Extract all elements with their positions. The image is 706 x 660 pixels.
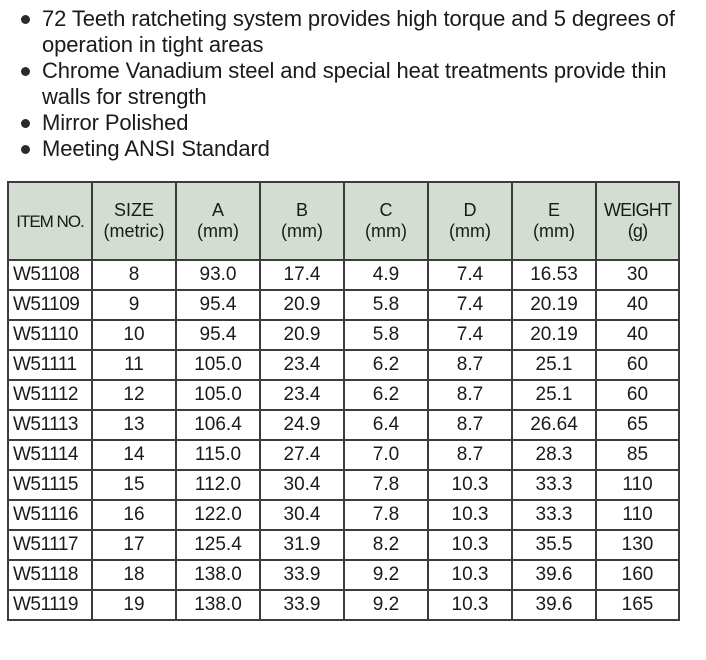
cell-c: 7.8 [344, 470, 428, 500]
cell-size: 10 [92, 320, 176, 350]
header-label: C [379, 200, 393, 220]
header-a [176, 182, 260, 260]
cell-d: 10.3 [428, 560, 512, 590]
cell-item-no: W51111 [8, 350, 92, 380]
table-row [8, 380, 679, 410]
cell-a: 105.0 [176, 380, 260, 410]
cell-a: 106.4 [176, 410, 260, 440]
cell-e: 25.1 [512, 380, 596, 410]
table-row [8, 350, 679, 380]
feature-item [8, 110, 704, 136]
cell-b: 30.4 [260, 470, 344, 500]
cell-item-no: W51114 [8, 440, 92, 470]
cell-weight: 165 [596, 590, 679, 620]
bullet-icon [8, 58, 42, 76]
cell-item-no: W51117 [8, 530, 92, 560]
cell-b: 24.9 [260, 410, 344, 440]
cell-a: 95.4 [176, 290, 260, 320]
cell-weight: 40 [596, 290, 679, 320]
header-size [92, 182, 176, 260]
cell-a: 122.0 [176, 500, 260, 530]
header-label: ITEM NO. [16, 211, 84, 231]
cell-size: 18 [92, 560, 176, 590]
cell-item-no: W51110 [8, 320, 92, 350]
header-label: B [295, 200, 308, 220]
table-header-row [8, 182, 679, 260]
cell-e: 39.6 [512, 590, 596, 620]
cell-e: 33.3 [512, 470, 596, 500]
header-unit: (g) [627, 221, 648, 241]
feature-text: 72 Teeth ratcheting system provides high torque and 5 degrees of operation in tight areas [42, 6, 675, 57]
cell-e: 20.19 [512, 320, 596, 350]
cell-b: 23.4 [260, 350, 344, 380]
cell-e: 25.1 [512, 350, 596, 380]
cell-item-no: W51112 [8, 380, 92, 410]
cell-a: 93.0 [176, 260, 260, 290]
table-row [8, 530, 679, 560]
header-b [260, 182, 344, 260]
cell-size: 16 [92, 500, 176, 530]
cell-d: 8.7 [428, 350, 512, 380]
cell-c: 5.8 [344, 320, 428, 350]
table-row [8, 410, 679, 440]
header-weight [596, 182, 679, 260]
cell-b: 27.4 [260, 440, 344, 470]
cell-weight: 60 [596, 350, 679, 380]
cell-b: 17.4 [260, 260, 344, 290]
cell-size: 12 [92, 380, 176, 410]
bullet-icon [8, 110, 42, 128]
spec-table [7, 181, 680, 621]
cell-weight: 30 [596, 260, 679, 290]
header-unit: (mm) [281, 221, 323, 241]
cell-c: 7.0 [344, 440, 428, 470]
cell-d: 7.4 [428, 260, 512, 290]
cell-d: 7.4 [428, 320, 512, 350]
cell-b: 31.9 [260, 530, 344, 560]
cell-e: 39.6 [512, 560, 596, 590]
cell-a: 115.0 [176, 440, 260, 470]
cell-c: 8.2 [344, 530, 428, 560]
header-e [512, 182, 596, 260]
table-row [8, 470, 679, 500]
header-unit: (mm) [197, 221, 239, 241]
table-row [8, 500, 679, 530]
header-label: A [211, 200, 224, 220]
cell-d: 8.7 [428, 410, 512, 440]
cell-size: 8 [92, 260, 176, 290]
cell-a: 112.0 [176, 470, 260, 500]
cell-b: 33.9 [260, 590, 344, 620]
cell-c: 9.2 [344, 590, 428, 620]
feature-item [8, 6, 704, 58]
cell-a: 95.4 [176, 320, 260, 350]
cell-c: 4.9 [344, 260, 428, 290]
cell-d: 10.3 [428, 590, 512, 620]
table-row [8, 290, 679, 320]
header-item-no [8, 182, 92, 260]
feature-text: Meeting ANSI Standard [42, 136, 270, 161]
cell-size: 15 [92, 470, 176, 500]
cell-size: 19 [92, 590, 176, 620]
cell-a: 105.0 [176, 350, 260, 380]
table-row [8, 260, 679, 290]
cell-size: 13 [92, 410, 176, 440]
cell-e: 28.3 [512, 440, 596, 470]
header-c [344, 182, 428, 260]
header-d [428, 182, 512, 260]
cell-e: 35.5 [512, 530, 596, 560]
feature-list [8, 6, 704, 162]
cell-item-no: W51109 [8, 290, 92, 320]
cell-item-no: W51113 [8, 410, 92, 440]
header-label: SIZE [113, 200, 154, 220]
header-unit: (mm) [365, 221, 407, 241]
cell-item-no: W51118 [8, 560, 92, 590]
cell-c: 5.8 [344, 290, 428, 320]
cell-a: 125.4 [176, 530, 260, 560]
cell-c: 6.2 [344, 380, 428, 410]
cell-size: 11 [92, 350, 176, 380]
table-row [8, 590, 679, 620]
cell-item-no: W51115 [8, 470, 92, 500]
cell-c: 7.8 [344, 500, 428, 530]
cell-item-no: W51116 [8, 500, 92, 530]
bullet-icon [8, 136, 42, 154]
cell-size: 9 [92, 290, 176, 320]
cell-weight: 85 [596, 440, 679, 470]
bullet-icon [8, 6, 42, 24]
cell-b: 30.4 [260, 500, 344, 530]
cell-size: 17 [92, 530, 176, 560]
cell-c: 6.4 [344, 410, 428, 440]
cell-weight: 130 [596, 530, 679, 560]
cell-e: 26.64 [512, 410, 596, 440]
cell-item-no: W51119 [8, 590, 92, 620]
cell-weight: 110 [596, 500, 679, 530]
table-row [8, 320, 679, 350]
feature-text: Mirror Polished [42, 110, 189, 135]
cell-weight: 160 [596, 560, 679, 590]
cell-c: 6.2 [344, 350, 428, 380]
header-label: E [547, 200, 560, 220]
cell-a: 138.0 [176, 590, 260, 620]
header-label: WEIGHT [603, 200, 672, 220]
header-unit: (mm) [449, 221, 491, 241]
cell-weight: 110 [596, 470, 679, 500]
cell-b: 33.9 [260, 560, 344, 590]
cell-d: 8.7 [428, 440, 512, 470]
cell-weight: 40 [596, 320, 679, 350]
cell-size: 14 [92, 440, 176, 470]
cell-b: 20.9 [260, 320, 344, 350]
cell-weight: 65 [596, 410, 679, 440]
cell-d: 10.3 [428, 530, 512, 560]
header-unit: (metric) [103, 221, 165, 241]
table-row [8, 440, 679, 470]
cell-b: 20.9 [260, 290, 344, 320]
header-unit: (mm) [533, 221, 575, 241]
cell-d: 8.7 [428, 380, 512, 410]
cell-b: 23.4 [260, 380, 344, 410]
cell-a: 138.0 [176, 560, 260, 590]
cell-weight: 60 [596, 380, 679, 410]
cell-e: 33.3 [512, 500, 596, 530]
cell-item-no: W51108 [8, 260, 92, 290]
header-label: D [463, 200, 477, 220]
cell-e: 20.19 [512, 290, 596, 320]
feature-item [8, 136, 704, 162]
cell-d: 7.4 [428, 290, 512, 320]
cell-d: 10.3 [428, 500, 512, 530]
feature-text: Chrome Vanadium steel and special heat treatments provide thin walls for strength [42, 58, 667, 109]
feature-item [8, 58, 704, 110]
cell-c: 9.2 [344, 560, 428, 590]
cell-e: 16.53 [512, 260, 596, 290]
cell-d: 10.3 [428, 470, 512, 500]
table-row [8, 560, 679, 590]
